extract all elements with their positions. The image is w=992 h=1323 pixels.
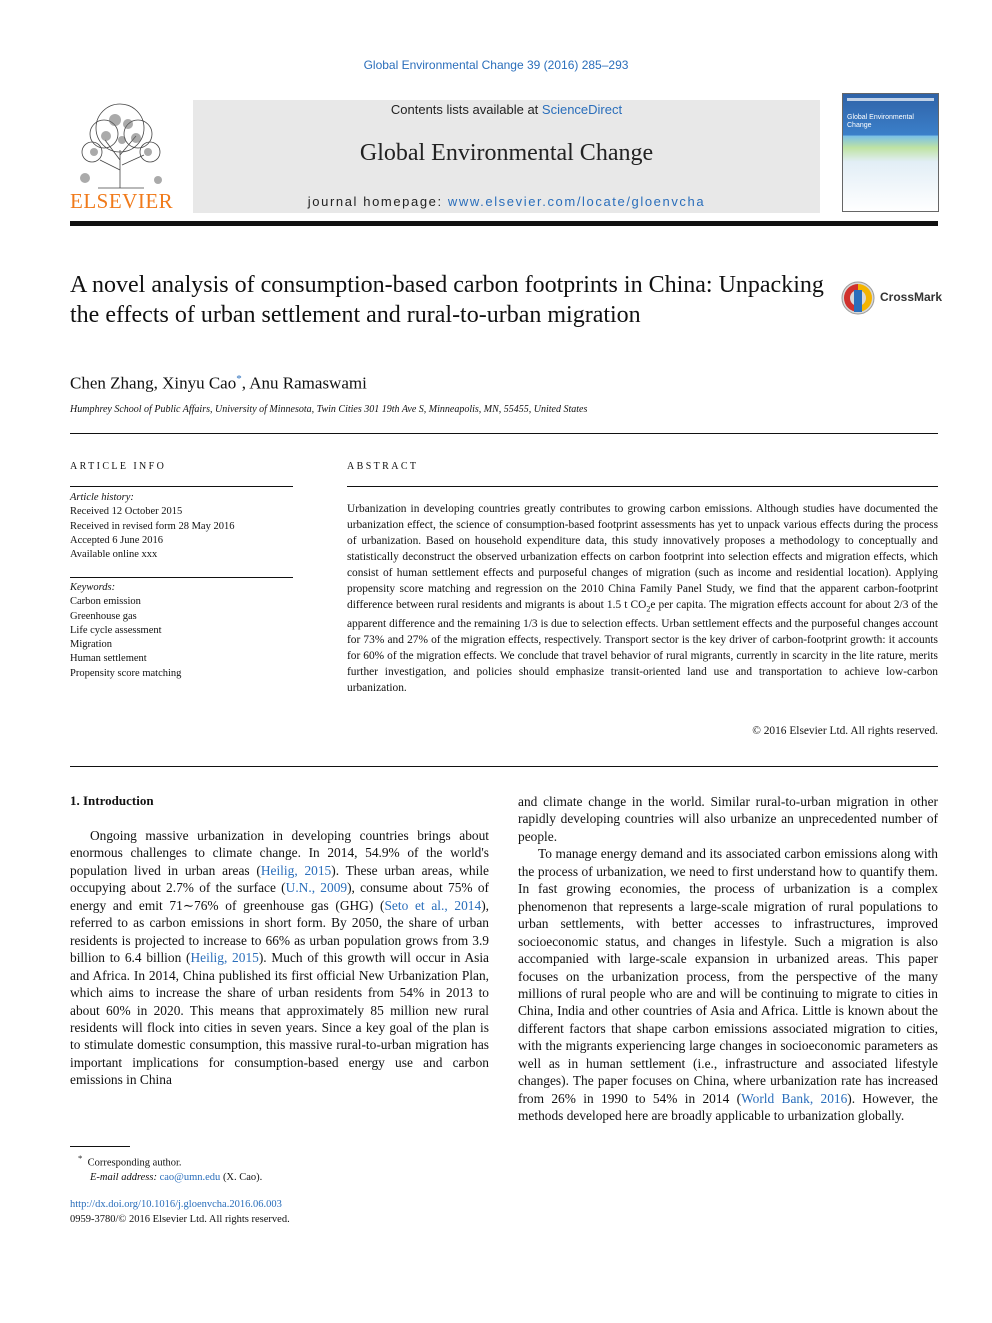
elsevier-logo: [70, 100, 173, 214]
keyword: Life cycle assessment: [70, 624, 162, 636]
crossmark-icon: [840, 280, 876, 316]
footnote: [70, 1151, 262, 1186]
text-run: ), referred to as carbon emissions in short form. By 2050, the share of urban residents is projected to increase to 66% as urban population grows from 3.9 billion to 6.4 billion (: [70, 897, 489, 966]
authors-line: [70, 373, 367, 394]
keyword: Migration: [70, 639, 112, 651]
contents-prefix: Contents lists available at: [390, 102, 542, 117]
cover-title: Global Environmental Change: [847, 114, 914, 129]
body-column-left: [70, 827, 489, 1089]
citation-link[interactable]: World Bank, 2016: [741, 1090, 848, 1106]
paragraph: and climate change in the world. Similar rural-to-urban migration in other rapidly developing countries will also urbanize an unprecedented number of people.: [518, 794, 938, 844]
text-run: To manage energy demand and its associated carbon emissions along with the process of urbanization, we need to first understand how to quantify them. In fast growing economies, the process of urbanization is a complex phenomenon that represents a large-scale migration of rural populations to urban settlements, with better accesses to infrastructures, improved socioeconomic status, and changes in lifestyle. Such a migration is also accompanied with large-scale expansion in urbanized areas. This paper focuses on the urbanization process, from the perspective of the many millions of rural people who are and will be continuing to migrate to cities in China, India and other countries of Asia and Africa. Little is known about the different factors that shape carbon emissions associated migration to cities, with the migrants experiencing large changes in socioeconomic parameters as well as in human settlement (i.e., infrastructure and associated lifestyle changes). The paper focuses on China, where urbanization rate has increased from 26% in 1990 to 54% in 2014 (: [518, 846, 938, 1106]
doi-block: [70, 1198, 290, 1227]
history-item: Received in revised form 28 May 2016: [70, 520, 235, 532]
footnote-rule: [70, 1146, 130, 1147]
doi-link[interactable]: http://dx.doi.org/10.1016/j.gloenvcha.2016.06.003: [70, 1199, 282, 1210]
authors-first: Chen Zhang, Xinyu Cao: [70, 373, 237, 393]
history-heading: Article history:: [70, 492, 134, 503]
text-run: ). Much of this growth will occur in Asia and Africa. In 2014, China published its first official New Urbanization Plan, which aims to increase the share of urban residents from 54% in 2013 to about 60% in 2020. This means that approximately 85 million new rural residents will flock into cities in seven years. Since a key goal of the plan is to stimulate domestic consumption, this massive rural-to-urban migration has important implications for consumption-based energy use and carbon emissions in China: [70, 950, 489, 1088]
abstract-body: [347, 502, 938, 697]
abstract-text-2: e per capita. The migration effects account for about 2/3 of the apparent difference and the remaining 1/3 is due to selection effects. Urban settlement effects and the purposeful changes account for 73% and 27% of the migration effects, respectively. Transport sector is the key driver of carbon-footprint growth: it accounts for 60% of the migration effects. We conclude that travel behavior of rural migrants, currently in scarcity in the lite rature, merits further investigation, and policies should emphasize transit-oriented land use and transportation to achieve low-carbon urbanization.: [347, 598, 938, 694]
sciencedirect-link[interactable]: ScienceDirect: [541, 102, 623, 117]
footnote-corresponding: [70, 1151, 262, 1171]
journal-citation-link[interactable]: Global Environmental Change 39 (2016) 285–293: [363, 58, 629, 72]
text-run: ). These urban areas, while occupying about 2.7% of the surface (: [70, 862, 489, 896]
keyword: Human settlement: [70, 653, 147, 665]
header-rule: [70, 221, 938, 226]
cover-top-stripe: [847, 98, 934, 101]
abstract-heading: ABSTRACT: [347, 461, 419, 472]
crossmark-badge[interactable]: [840, 280, 943, 316]
citation-link[interactable]: U.N., 2009: [285, 880, 348, 896]
abstract-text-1: Urbanization in developing countries greatly contributes to growing carbon emissions. Although studies have documented the urbanization effect, the science of consumption-based footprint assessments has yet to unpack various effects during the process of urbanization. Based on household expenditure data, this study innovatively proposes a methodology to conceptually and statistically deconstruct the observed urbanization effects on carbon footprint into selection effects and migration effects, which consist of human settlement effects and purposeful changes of migration (such as income and residential location). Applying propensity score matching and regression on the 2010 China Family Panel Study, we find that the apparent carbon-footprint difference between rural residents and migrants is about 1.5 t CO: [347, 503, 938, 611]
issn-line: 0959-3780/© 2016 Elsevier Ltd. All rights reserved.: [70, 1213, 290, 1225]
article-info-heading: ARTICLE INFO: [70, 461, 167, 472]
keyword: Propensity score matching: [70, 667, 182, 679]
journal-title: Global Environmental Change: [359, 140, 654, 166]
journal-homepage-link[interactable]: www.elsevier.com/locate/gloenvcha: [447, 194, 706, 209]
citation-link[interactable]: Heilig, 2015: [190, 950, 259, 966]
email-link[interactable]: cao@umn.edu: [159, 1172, 221, 1183]
history-item: Available online xxx: [70, 549, 158, 561]
keyword: Carbon emission: [70, 596, 141, 608]
article-title: A novel analysis of consumption-based carbon footprints in China: Unpacking the effects of urban settlement and rural-to-urban migration: [70, 272, 824, 328]
abstract-copyright: © 2016 Elsevier Ltd. All rights reserved.: [752, 725, 938, 737]
history-item: Accepted 6 June 2016: [70, 534, 164, 546]
homepage-prefix: journal homepage:: [307, 194, 448, 209]
authors-rest: , Anu Ramaswami: [241, 373, 367, 393]
divider: [70, 766, 938, 767]
footnote-marker: *: [78, 1153, 83, 1163]
affiliation: Humphrey School of Public Affairs, University of Minnesota, Twin Cities 301 19th Ave S, Minneapolis, MN, 55455, United States: [70, 404, 588, 415]
journal-cover-image[interactable]: [842, 93, 939, 212]
elsevier-tree-icon: [70, 100, 173, 190]
paragraph: [70, 827, 489, 1089]
abstract-subscript: 2: [646, 604, 651, 613]
divider: [70, 486, 293, 487]
homepage-line: [193, 194, 820, 209]
citation-link[interactable]: Heilig, 2015: [260, 862, 332, 878]
crossmark-label: CrossMark: [880, 290, 943, 304]
text-run: ). However, the methods developed here are broadly applicable to urbanization globally.: [518, 1090, 939, 1124]
text-run: Ongoing massive urbanization in developing countries brings about enormous challenges to climate change. In 2014, 54.9% of the world's population lived in urban areas (: [70, 828, 489, 878]
section-heading: 1. Introduction: [70, 793, 154, 808]
footnote-email: [70, 1171, 262, 1186]
keywords-heading: Keywords:: [70, 582, 116, 593]
article-history: [70, 491, 234, 562]
email-suffix: (X. Cao).: [220, 1172, 263, 1183]
journal-header: [193, 100, 820, 213]
body-column-right: [518, 793, 938, 1125]
citation-link[interactable]: Seto et al., 2014: [384, 897, 482, 913]
elsevier-wordmark: ELSEVIER: [70, 189, 174, 213]
paragraph: [518, 845, 938, 1124]
footnote-text: Corresponding author.: [87, 1157, 182, 1169]
keywords: [70, 581, 181, 681]
corresponding-author-marker[interactable]: *: [236, 373, 242, 385]
text-run: ), consume about 75% of energy and emit 71∼76% of greenhouse gas (GHG) (: [70, 880, 490, 913]
email-label: E-mail address:: [90, 1172, 160, 1183]
history-item: Received 12 October 2015: [70, 506, 183, 518]
divider: [70, 433, 938, 434]
divider: [347, 486, 938, 487]
divider: [70, 577, 293, 578]
contents-line: [193, 102, 820, 117]
keyword: Greenhouse gas: [70, 610, 137, 622]
